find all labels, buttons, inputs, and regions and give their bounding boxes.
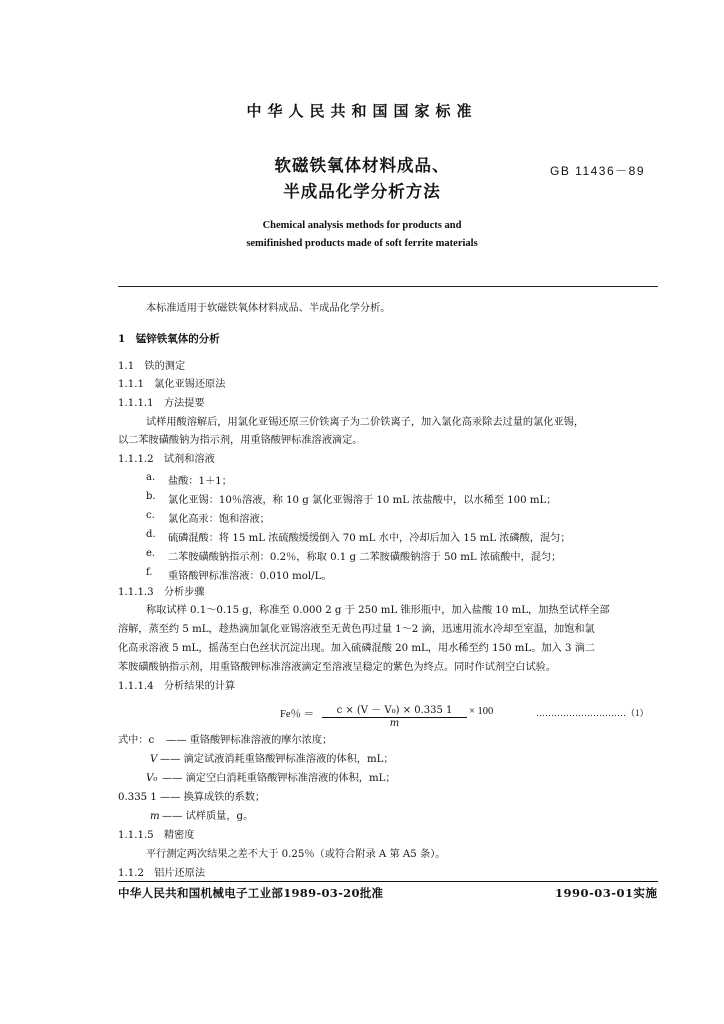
where-symbol: V [150, 754, 158, 765]
title-en-line1: Chemical analysis methods for products and [262, 220, 462, 231]
reagent-item: 氯化亚锡：10％溶液，称 10 g 氯化亚锡溶于 10 mL 浓盐酸中，以水稀至 100 mL； [168, 495, 557, 506]
reagent-key: d. [146, 529, 156, 540]
steps-paragraph-line1: 称取试样 0.1～0.15 g，称准至 0.000 2 g 于 250 mL 锥形瓶中，加入盐酸 10 mL，加热至试样全部 [146, 605, 610, 616]
title-divider [118, 286, 658, 287]
reagent-key: c. [146, 510, 155, 521]
formula-numerator: c × (V － V₀) × 0.335 1 [322, 701, 467, 718]
section-1-heading: 1 锰锌铁氧体的分析 [118, 333, 220, 345]
reagent-key: a. [146, 472, 156, 483]
principle-paragraph-line1: 试样用酸溶解后，用氯化亚锡还原三价铁离子为二价铁离子，加入氯化高汞除去过量的氯化亚锡， [146, 417, 585, 428]
section-1-1-2-heading: 1.1.2 铝片还原法 [118, 868, 206, 879]
formula-denominator: m [389, 718, 400, 729]
footer-divider [118, 881, 658, 882]
where-definition: —— 滴定试液消耗重铬酸钾标准溶液的体积，mL； [160, 754, 394, 765]
where-definition: —— 试样质量，g。 [162, 811, 254, 822]
section-1-1-1-1-heading: 1.1.1.1 方法提要 [118, 398, 205, 409]
scope-paragraph: 本标准适用于软磁铁氧体材料成品、半成品化学分析。 [146, 303, 391, 314]
reagent-key: f. [146, 567, 153, 578]
section-1-1-1-3-heading: 1.1.1.3 分析步骤 [118, 587, 205, 598]
title-en-line2: semifinished products made of soft ferrite materials [246, 238, 478, 249]
steps-paragraph-line2: 溶解，蒸至约 5 mL，趁热滴加氯化亚锡溶液至无黄色再过量 1～2 滴，迅速用流水冷却至室温，加饱和氯 [118, 624, 595, 635]
steps-paragraph-line3: 化高汞溶液 5 mL，摇荡至白色丝状沉淀出现。加入硫磷混酸 20 mL，用水稀至约 150 mL。加入 3 滴二 [118, 643, 596, 654]
formula-rhs: × 100 [469, 706, 494, 717]
where-definition: —— 换算成铁的系数； [160, 792, 266, 803]
section-1-1-1-2-heading: 1.1.1.2 试剂和溶液 [118, 454, 215, 465]
section-1-1-1-heading: 1.1.1 氯化亚锡还原法 [118, 379, 226, 390]
reagent-key: b. [146, 491, 156, 502]
section-1-1-1-4-heading: 1.1.1.4 分析结果的计算 [118, 681, 236, 692]
section-1-1-heading: 1.1 铁的测定 [118, 361, 186, 372]
reagent-item: 氯化高汞：饱和溶液； [168, 514, 270, 525]
principle-paragraph-line2: 以二苯胺磺酸钠为指示剂，用重铬酸钾标准溶液滴定。 [118, 435, 363, 446]
approval-line: 中华人民共和国机械电子工业部1989-03-20批准 [118, 886, 384, 900]
document-header: 中华人民共和国国家标准 [246, 102, 478, 120]
section-1-1-1-5-heading: 1.1.1.5 精密度 [118, 830, 195, 841]
where-symbol: m [150, 811, 160, 822]
formula-lhs: Fe％ ＝ [280, 709, 315, 720]
standard-number: GB 11436－89 [550, 164, 645, 178]
where-symbol: 0.335 1 [118, 792, 157, 803]
title-cn-line1: 软磁铁氧体材料成品、 [274, 156, 450, 175]
reagent-item: 盐酸：1＋1； [168, 476, 232, 487]
precision-paragraph: 平行测定两次结果之差不大于 0.25％（或符合附录 A 第 A5 条）。 [146, 849, 446, 860]
where-symbol: 式中：c [118, 735, 155, 746]
formula-equation-number: …………………………（1） [536, 708, 649, 718]
title-cn-line2: 半成品化学分析方法 [283, 182, 441, 201]
reagent-key: e. [146, 548, 156, 559]
where-symbol: V₀ [146, 773, 158, 784]
where-definition: —— 滴定空白消耗重铬酸钾标准溶液的体积，mL； [162, 773, 396, 784]
reagent-item: 重铬酸钾标准溶液：0.010 mol/L。 [168, 571, 332, 582]
implementation-date: 1990-03-01实施 [555, 886, 658, 900]
steps-paragraph-line4: 苯胺磺酸钠指示剂，用重铬酸钾标准溶液滴定至溶液呈稳定的紫色为终点。同时作试剂空白试验。 [118, 662, 557, 673]
reagent-item: 硫磷混酸：将 15 mL 浓硫酸缓缓倒入 70 mL 水中，冷却后加入 15 mL 浓磷酸，混匀； [168, 533, 571, 544]
reagent-item: 二苯胺磺酸钠指示剂：0.2％，称取 0.1 g 二苯胺磺酸钠溶于 50 mL 浓硫酸中，混匀； [168, 552, 562, 563]
formula-fraction [322, 701, 467, 729]
where-definition: —— 重铬酸钾标准溶液的摩尔浓度； [166, 735, 333, 746]
